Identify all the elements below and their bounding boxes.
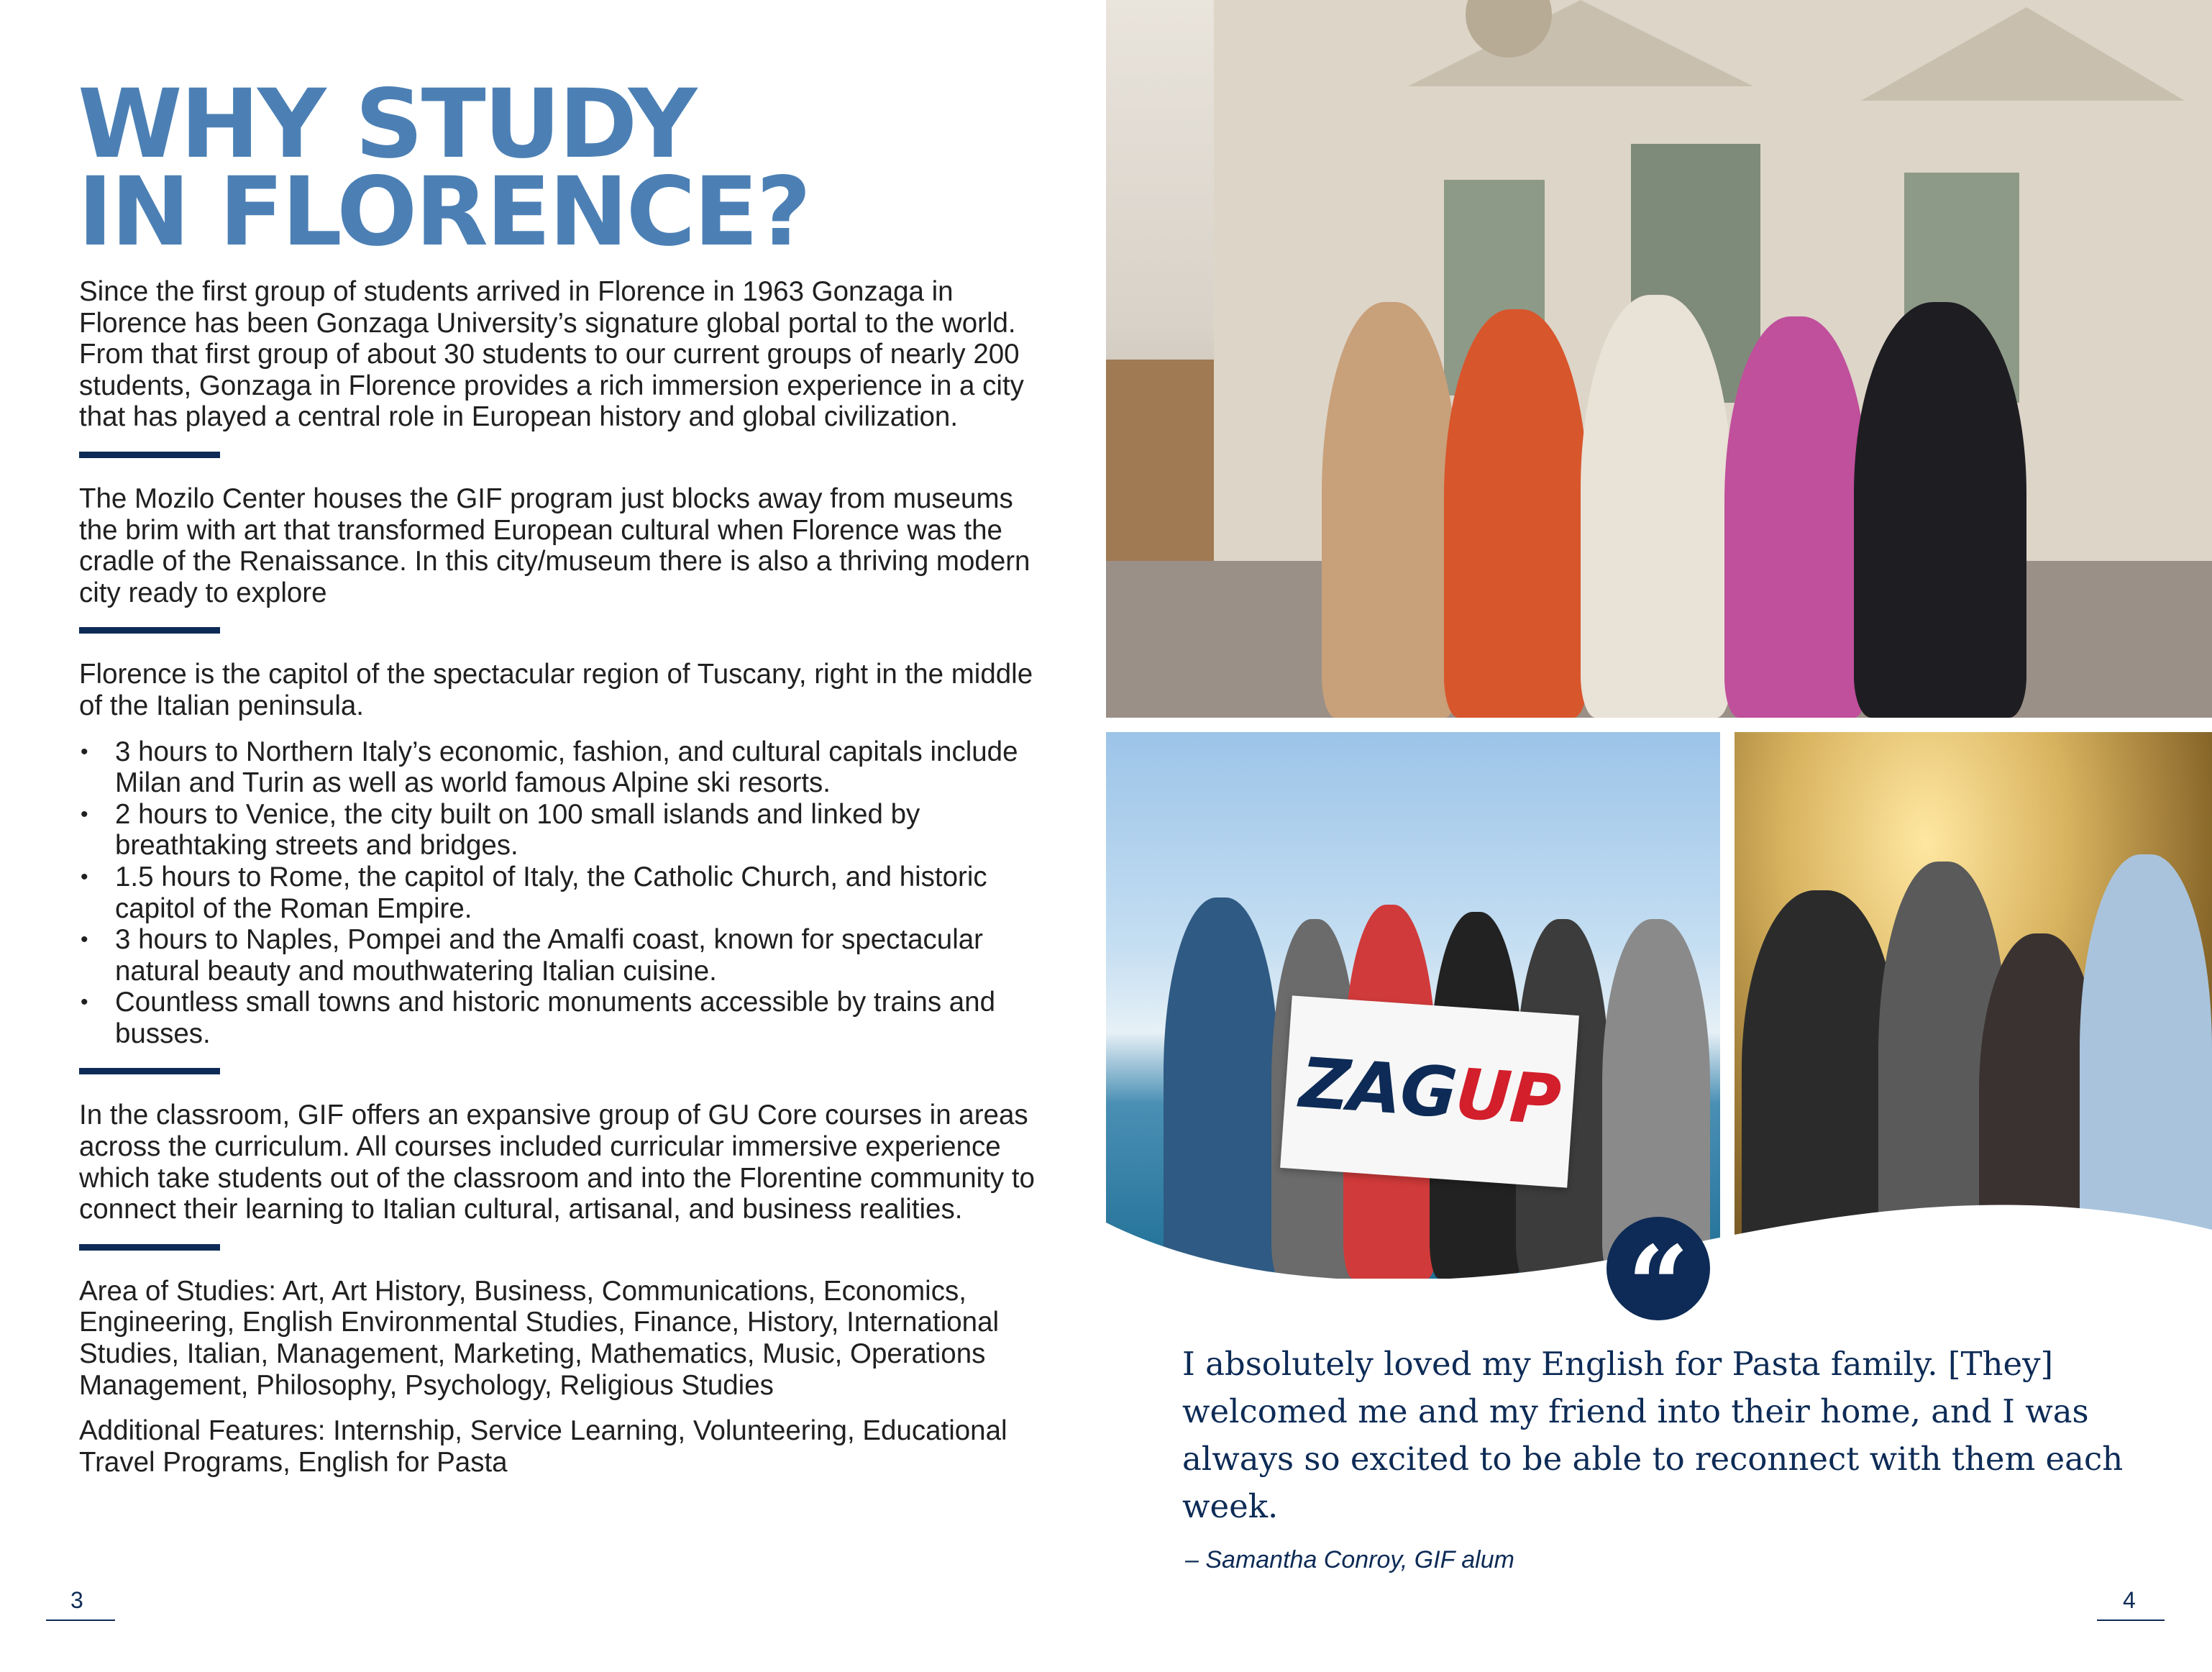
- page-number-rule: [2097, 1620, 2165, 1621]
- section-divider: [79, 1068, 220, 1074]
- testimonial-quote: I absolutely loved my English for Pasta family. [They] welcomed me and my friend into their home, and I was always so excited to be able to reconnect with them each week.: [1182, 1345, 2124, 1525]
- list-item: • 2 hours to Venice, the city built on 100 small islands and linked by breathtaking streets and bridges.: [79, 799, 1036, 862]
- student-figure: [1322, 302, 1458, 718]
- classroom-paragraph: In the classroom, GIF offers an expansive group of GU Core courses in areas across the curriculum. All courses included curricular immersive experience which take students out of the classroom and into the Florentine community to connect their learning to Italian cultural, artisanal, and business realities.: [79, 1100, 1035, 1225]
- quote-icon: “: [1607, 1217, 1710, 1320]
- list-item: • 3 hours to Northern Italy’s economic, fashion, and cultural capitals include Milan and Turin as well as world famous Alpine ski resorts.: [79, 736, 1036, 799]
- intro-paragraph: Since the first group of students arrived in Florence in 1963 Gonzaga in Florence has been Gonzaga University’s signature global portal to the world. From that first group of about 30 students to our current groups of nearly 200 students, Gonzaga in Florence provides a rich immersion experience in a city that has played a central role in European history and global civilization.: [79, 276, 1024, 433]
- title-line-2: IN FLORENCE?: [78, 157, 810, 268]
- areas-of-study: Area of Studies: Art, Art History, Business, Communications, Economics, Engineering, English Environmental Studies, Finance, History, International Studies, Italian, Management, Marketing, Mathematics, Music, Operations Management, Philosophy, Psychology, Religious Studies: [79, 1275, 1000, 1401]
- section-divider: [79, 452, 220, 458]
- zagup-flag: [1280, 995, 1579, 1187]
- student-figure: [1854, 302, 2026, 718]
- mozilo-paragraph: The Mozilo Center houses the GIF program just blocks away from museums the brim with art that transformed European cultural when Florence was the cradle of the Renaissance. In this city/museum there is also a thriving modern city ready to explore: [79, 483, 1030, 608]
- list-item: • 1.5 hours to Rome, the capitol of Italy, the Catholic Church, and historic capitol of the Roman Empire.: [79, 862, 1036, 924]
- tuscany-paragraph: Florence is the capitol of the spectacular region of Tuscany, right in the middle of the Italian peninsula.: [79, 659, 1033, 721]
- testimonial-attribution: – Samantha Conroy, GIF alum: [1185, 1546, 1514, 1573]
- cathedral-group-photo: [1106, 0, 2212, 718]
- list-item: • 3 hours to Naples, Pompei and the Amalfi coast, known for spectacular natural beauty and mouthwatering Italian cuisine.: [79, 924, 1036, 987]
- flag-text-up: UP: [1453, 1053, 1562, 1141]
- page-title: [78, 69, 810, 268]
- page-number-rule: [46, 1620, 115, 1621]
- page-number-right: 4: [2123, 1587, 2136, 1613]
- section-divider: [79, 627, 220, 634]
- student-figure: [1724, 316, 1868, 718]
- student-figure: [1444, 309, 1588, 718]
- travel-times-list: [79, 736, 1036, 1050]
- flag-text-zag: ZAG: [1297, 1042, 1459, 1134]
- body-text-column: [79, 276, 1036, 1478]
- list-item: • Countless small towns and historic monuments accessible by trains and busses.: [79, 987, 1036, 1049]
- additional-features: Additional Features: Internship, Service Learning, Volunteering, Educational Travel Programs, English for Pasta: [79, 1415, 1007, 1478]
- student-figure: [1581, 295, 1732, 718]
- page-number-left: 3: [70, 1587, 83, 1613]
- title-line-1: WHY STUDY: [78, 69, 695, 180]
- section-divider: [79, 1244, 220, 1251]
